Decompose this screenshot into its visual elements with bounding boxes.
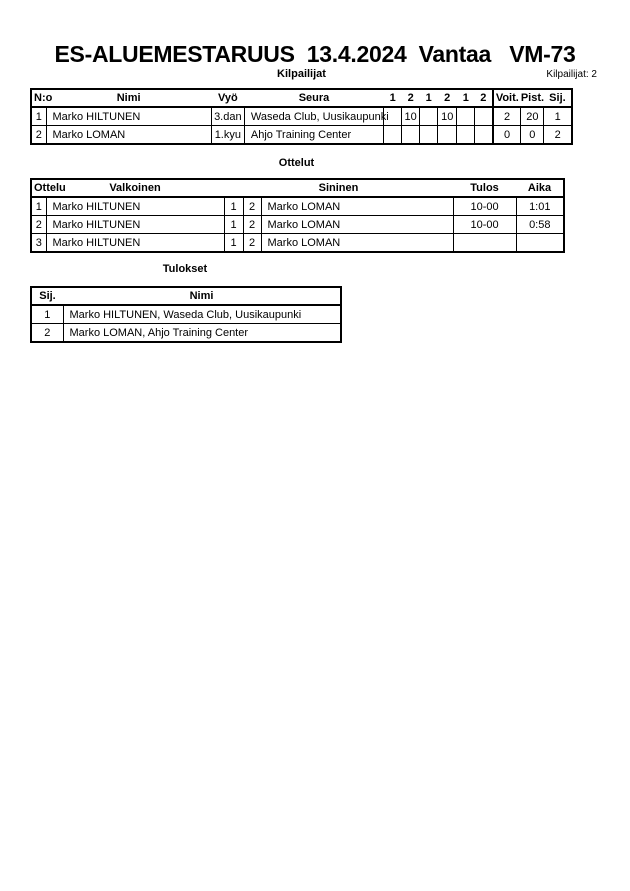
cell-score	[475, 107, 493, 126]
cell-placing: 1	[31, 305, 63, 324]
kilpailijat-table	[30, 88, 573, 145]
cell-nimi: Marko HILTUNEN	[46, 107, 211, 126]
cell-result: 10-00	[453, 197, 516, 216]
cell-no: 2	[31, 126, 46, 145]
cell-white-no: 1	[224, 234, 243, 253]
cell-score	[402, 126, 420, 145]
kilpailijat-row	[31, 107, 572, 126]
blank-page-area	[0, 345, 630, 891]
cell-time	[516, 234, 564, 253]
col-header-nimi: Nimi	[46, 89, 211, 107]
cell-score: 10	[438, 107, 457, 126]
cell-white-name: Marko HILTUNEN	[46, 234, 224, 253]
cell-blue-no: 2	[243, 234, 261, 253]
cell-score	[457, 126, 475, 145]
cell-white-name: Marko HILTUNEN	[46, 197, 224, 216]
cell-result: 10-00	[453, 216, 516, 234]
tulokset-section-title: Tulokset	[162, 263, 208, 275]
cell-score	[420, 126, 438, 145]
cell-voit: 2	[493, 107, 521, 126]
col-header-sininen: Sininen	[224, 179, 453, 197]
cell-seura: Ahjo Training Center	[244, 126, 383, 145]
ottelut-row	[31, 234, 564, 253]
col-header-score-3: 1	[420, 89, 438, 107]
cell-sij: 1	[544, 107, 572, 126]
competitors-count-label: Kilpailijat: 2	[546, 69, 597, 80]
ottelut-header-row	[31, 179, 564, 197]
cell-vyo: 3.dan	[211, 107, 244, 126]
cell-name-club: Marko HILTUNEN, Waseda Club, Uusikaupunki	[63, 305, 341, 324]
col-header-ottelu: Ottelu	[31, 179, 46, 197]
col-header-score-6: 2	[475, 89, 493, 107]
cell-result	[453, 234, 516, 253]
col-header-vyo: Vyö	[211, 89, 244, 107]
col-header-pist: Pist.	[521, 89, 544, 107]
cell-white-no: 1	[224, 197, 243, 216]
tulokset-header-row	[31, 287, 341, 305]
cell-white-name: Marko HILTUNEN	[46, 216, 224, 234]
cell-placing: 2	[31, 324, 63, 343]
tulokset-table	[30, 286, 342, 343]
cell-pist: 0	[521, 126, 544, 145]
cell-score	[457, 107, 475, 126]
cell-sij: 2	[544, 126, 572, 145]
ottelut-section-title: Ottelut	[278, 157, 315, 169]
col-header-score-4: 2	[438, 89, 457, 107]
cell-match-no: 3	[31, 234, 46, 253]
cell-nimi: Marko LOMAN	[46, 126, 211, 145]
col-header-voit: Voit.	[493, 89, 521, 107]
cell-blue-name: Marko LOMAN	[261, 234, 453, 253]
col-header-seura: Seura	[244, 89, 383, 107]
cell-time: 0:58	[516, 216, 564, 234]
cell-match-no: 1	[31, 197, 46, 216]
tulokset-row	[31, 305, 341, 324]
cell-vyo: 1.kyu	[211, 126, 244, 145]
col-header-valkoinen: Valkoinen	[46, 179, 224, 197]
cell-score	[438, 126, 457, 145]
cell-score	[384, 126, 402, 145]
col-header-score-1: 1	[384, 89, 402, 107]
cell-blue-name: Marko LOMAN	[261, 216, 453, 234]
cell-blue-name: Marko LOMAN	[261, 197, 453, 216]
page-title: ES-ALUEMESTARUUS 13.4.2024 Vantaa VM-73	[54, 41, 576, 67]
col-header-aika: Aika	[516, 179, 564, 197]
cell-score: 10	[402, 107, 420, 126]
col-header-tulos: Tulos	[453, 179, 516, 197]
cell-blue-no: 2	[243, 197, 261, 216]
cell-name-club: Marko LOMAN, Ahjo Training Center	[63, 324, 341, 343]
col-header-name: Nimi	[63, 287, 341, 305]
col-header-score-2: 2	[402, 89, 420, 107]
kilpailijat-header-row	[31, 89, 572, 107]
tulokset-row	[31, 324, 341, 343]
cell-voit: 0	[493, 126, 521, 145]
cell-white-no: 1	[224, 216, 243, 234]
cell-score	[420, 107, 438, 126]
cell-time: 1:01	[516, 197, 564, 216]
cell-score	[475, 126, 493, 145]
cell-pist: 20	[521, 107, 544, 126]
ottelut-row	[31, 197, 564, 216]
ottelut-row	[31, 216, 564, 234]
col-header-sij: Sij.	[544, 89, 572, 107]
cell-seura: Waseda Club, Uusikaupunki	[244, 107, 383, 126]
col-header-score-5: 1	[457, 89, 475, 107]
cell-match-no: 2	[31, 216, 46, 234]
kilpailijat-row	[31, 126, 572, 145]
col-header-no: N:o	[31, 89, 46, 107]
col-header-placing: Sij.	[31, 287, 63, 305]
cell-no: 1	[31, 107, 46, 126]
ottelut-table	[30, 178, 565, 253]
cell-blue-no: 2	[243, 216, 261, 234]
kilpailijat-section-title: Kilpailijat	[277, 68, 326, 80]
